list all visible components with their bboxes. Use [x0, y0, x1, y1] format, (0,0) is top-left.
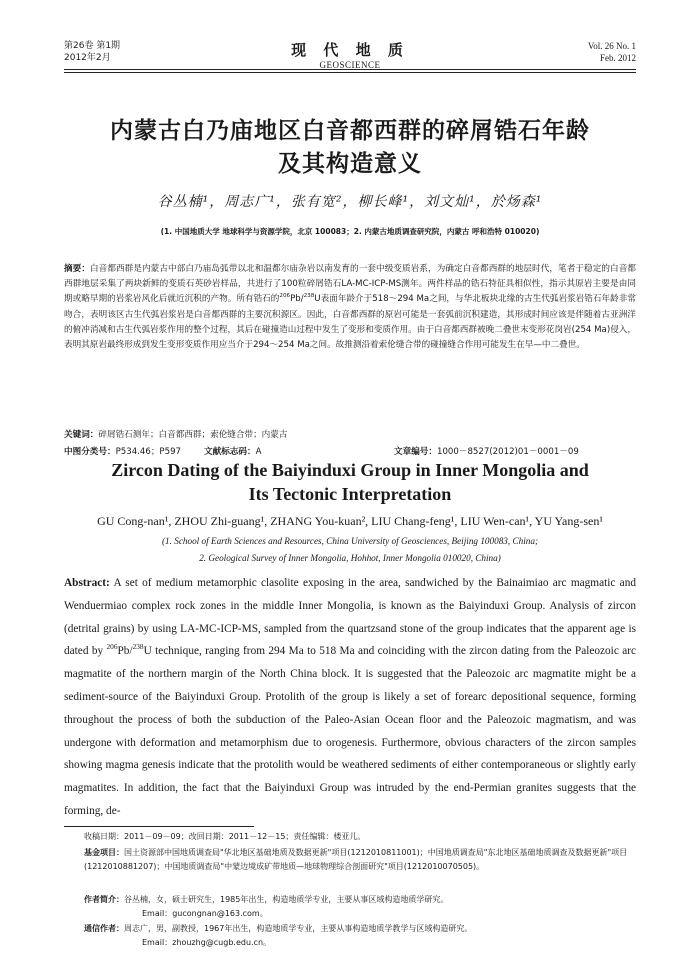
- title-cn-line2: 及其构造意义: [278, 151, 422, 177]
- clc-field: [64, 447, 181, 457]
- abstract-cn-label: 摘要：: [64, 264, 91, 274]
- keywords-cn-label: 关键词：: [64, 430, 99, 440]
- corresponding-label: 通信作者：: [84, 924, 124, 933]
- header-volume-issue: 第26卷 第1期: [64, 41, 121, 51]
- journal-name-en: GEOSCIENCE: [319, 60, 381, 70]
- doc-code-field: [204, 445, 261, 457]
- abstract-en-sup1: 206: [106, 642, 118, 652]
- header-volume-info: [64, 40, 120, 64]
- corresponding-text: 周志广，男，副教授，1967年出生，构造地质学专业，主要从事构造地质学教学与区域构造研究。: [124, 924, 473, 933]
- footnote-receipt: 收稿日期：2011－09－09；改回日期：2011－12－15；责任编辑：楼亚儿。: [84, 832, 366, 841]
- author-email: Email：gucongnan@163.com。: [142, 909, 268, 918]
- journal-name-cn: 现 代 地 质: [291, 41, 409, 59]
- header-date-en: Feb. 2012: [600, 53, 636, 63]
- doc-code-label: 文献标志码：: [204, 447, 256, 457]
- funding-text: 国土资源部中国地质调查局"华北地区基础地质及数据更新"项目(1212010811001)；中国地质调查局"东北地区基础地质调查及数据更新"项目(1212010881207)；中国地质调查局"中蒙边境成矿带地质—地球物理综合剖面研究"项目(1212010070505)。: [84, 848, 628, 872]
- title-en-line1: Zircon Dating of the Baiyinduxi Group in Inner Mongolia and: [111, 460, 589, 480]
- abstract-en-label: Abstract:: [64, 577, 110, 589]
- article-number-field: [394, 445, 579, 457]
- abstract-cn-text-a: 白音都西群是内蒙古中部白乃庙岛弧带以北和温都尔庙杂岩以南发育的一套中级变质岩系，为确定白音都西群的地层时代，笔者于稳定的白音都西群地层采集了两块新鲜的变质石英砂岩样品，共进行了100粒碎屑锆石LA-MC-ICP-MS测年。两件样品的锆石特征具相似性，指示其原岩主要是由同期或略早期的岩浆岩风化后就近沉积的产物。所有锆石的: [64, 264, 636, 305]
- footnote-author-bio: [84, 893, 644, 907]
- clc-label: 中图分类号：: [64, 447, 116, 457]
- abstract-cn-text-b: U表面年龄介于518～294 Ma之间，与华北板块北缘的古生代弧岩浆岩锆石年龄非常吻合，表明该区古生代弧岩浆岩是白音都西群的主要沉积源区。因此，白音都西群的原岩可能是一套弧前沉积建造，其形成时间应该是伴随着古亚洲洋的俯冲消减和古生代弧岩浆作用的整个过程，其后在碰撞造山过程中发生了变形和变质作用。由于白音都西群被晚二叠世末变形花岗岩(254 Ma)侵入，表明其原岩最终形成到发生变形变质作用应当介于294～254 Ma之间。故推测沿着索伦缝合带的碰撞缝合作用可能发生在早—中二叠世。: [64, 294, 636, 351]
- header-rule-thick: [64, 69, 636, 70]
- article-number-value: 1000－8527(2012)01－0001－09: [436, 447, 579, 457]
- footnote-rule: [64, 826, 254, 827]
- abstract-en-sup2: 238: [132, 642, 144, 652]
- keywords-cn-text: 碎屑锆石测年；白音都西群；索伦缝合带；内蒙古: [98, 430, 288, 440]
- clc-value: P534.46；P597: [115, 447, 182, 457]
- affiliation-cn: (1. 中国地质大学 地球科学与资源学院，北京 100083；2. 内蒙古地质调查研究院，内蒙古 呼和浩特 010020): [160, 227, 540, 236]
- title-en: [60, 458, 640, 506]
- abstract-en: [64, 572, 636, 823]
- article-number-label: 文章编号：: [394, 447, 437, 457]
- footnote-corresponding-author: [84, 922, 644, 936]
- header-volume-issue-en: Vol. 26 No. 1: [587, 41, 636, 51]
- abstract-en-text-b: U technique, ranging from 294 Ma to 518 Ma and coinciding with the zircon dating from the Paleozoic arc magmatite of the northern margin of the North China block. It is suggested that the Paleozoic arc magmatite might be a sediment-source of the Baiyinduxi Group. Protolith of the group is likely a set of forearc depositional sequence, forming throughout the process of both the subduction of the Paleo-Asian Ocean floor and the Paleozoic magmatism, and was undergone with deformation and metamorphism due to orogenesis. Furthermore, obvious characters of the zircon samples showing magma genesis indicate that the protolith would be weathered sediments of either contemporaneous or slightly early magmatites. In addition, the fact that the Baiyinduxi Group was intruded by the end-Permian granites suggests that the forming, de-: [64, 645, 636, 817]
- footnote-funding: [84, 846, 644, 875]
- title-en-line2: Its Tectonic Interpretation: [248, 484, 452, 504]
- authors-cn: 谷丛楠¹，周志广¹，张有宽²，柳长峰¹，刘文灿¹，於炀森¹: [157, 194, 543, 210]
- classification-cn: [64, 445, 636, 457]
- abstract-cn-mid: Pb/: [290, 294, 304, 305]
- abstract-en-mid: Pb/: [117, 645, 133, 658]
- corresponding-email: Email：zhouzhg@cugb.edu.cn。: [142, 938, 272, 947]
- header-rule-thin: [64, 72, 636, 73]
- header-volume-info-en: [588, 40, 636, 64]
- abstract-cn: [64, 262, 636, 353]
- header-journal-name: [250, 39, 450, 70]
- abstract-cn-sup1: 206: [279, 293, 291, 300]
- abstract-en-text-a: A set of medium metamorphic clasolite exposing in the area, sandwiched by the Bainaimiao arc magmatic and Wenduermiao complex rock zones in the middle Inner Mongolia, is known as the Baiyinduxi Group. Analysis of zircon (detrital grains) by using LA-MC-ICP-MS, sampled from the quartzsand stone of the group indicates that the apparent age is dated by: [64, 577, 636, 658]
- author-bio-text: 谷丛楠，女，硕士研究生，1985年出生，构造地质学专业，主要从事区域构造地质学研究。: [124, 895, 449, 904]
- funding-label: 基金项目：: [84, 848, 124, 857]
- abstract-cn-sup2: 238: [303, 293, 315, 300]
- keywords-cn: [64, 428, 636, 440]
- header-date: 2012年2月: [64, 53, 111, 63]
- author-bio-label: 作者简介：: [84, 895, 124, 904]
- title-cn: [60, 115, 640, 181]
- affiliation-en: [60, 533, 640, 567]
- authors-en: GU Cong-nan¹, ZHOU Zhi-guang¹, ZHANG You-kuan², LIU Chang-feng¹, LIU Wen-can¹, YU Yang-sen¹: [97, 514, 603, 528]
- affiliation-en-line1: (1. School of Earth Sciences and Resources, China University of Geosciences, Beijing 100083, China;: [161, 536, 539, 546]
- doc-code-value: A: [255, 447, 262, 457]
- title-cn-line1: 内蒙古白乃庙地区白音都西群的碎屑锆石年龄: [110, 118, 590, 144]
- affiliation-en-line2: 2. Geological Survey of Inner Mongolia, Hohhot, Inner Mongolia 010020, China): [199, 553, 501, 563]
